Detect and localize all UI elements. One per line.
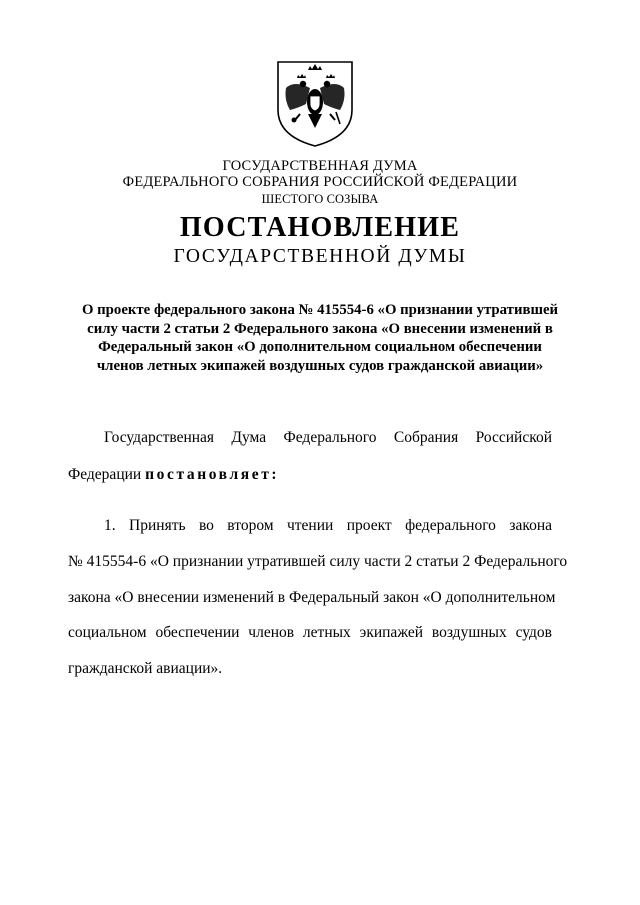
- document-title: ПОСТАНОВЛЕНИЕ: [179, 212, 461, 243]
- document-subject: [60, 301, 580, 375]
- item-line: закона «О внесении изменений в Федеральный закон «О дополнительном: [68, 589, 556, 606]
- item-line-last: гражданской авиации».: [68, 660, 223, 677]
- resolution-verb: постановляет:: [145, 466, 280, 483]
- preamble-text: Федерации: [68, 466, 142, 483]
- item-line: 1. Принять во втором чтении проект федерального закона: [104, 517, 552, 534]
- item-line: № 415554-6 «О признании утратившей силу части 2 статьи 2 Федерального: [68, 553, 568, 570]
- header-line-federal-assembly: ФЕДЕРАЛЬНОГО СОБРАНИЯ РОССИЙСКОЙ ФЕДЕРАЦИИ: [122, 174, 518, 190]
- header-line-duma: ГОСУДАРСТВЕННАЯ ДУМА: [222, 158, 418, 174]
- header-line-convocation: ШЕСТОГО СОЗЫВА: [261, 192, 379, 206]
- subject-line: силу части 2 статьи 2 Федерального закона «О внесении изменений в: [87, 320, 553, 337]
- preamble-line: Государственная Дума Федерального Собрания Российской: [104, 429, 552, 446]
- subject-line: О проекте федерального закона № 415554-6 «О признании утратившей: [81, 302, 559, 318]
- item-line: социальном обеспечении членов летных экипажей воздушных судов: [68, 624, 552, 641]
- preamble-line: [68, 465, 279, 485]
- subject-line: Федеральный закон «О дополнительном социальном обеспечении: [98, 339, 542, 355]
- coat-of-arms-icon: [270, 58, 360, 148]
- subject-line: членов летных экипажей воздушных судов гражданской авиации»: [96, 357, 544, 374]
- document-subtitle: ГОСУДАРСТВЕННОЙ ДУМЫ: [173, 246, 467, 267]
